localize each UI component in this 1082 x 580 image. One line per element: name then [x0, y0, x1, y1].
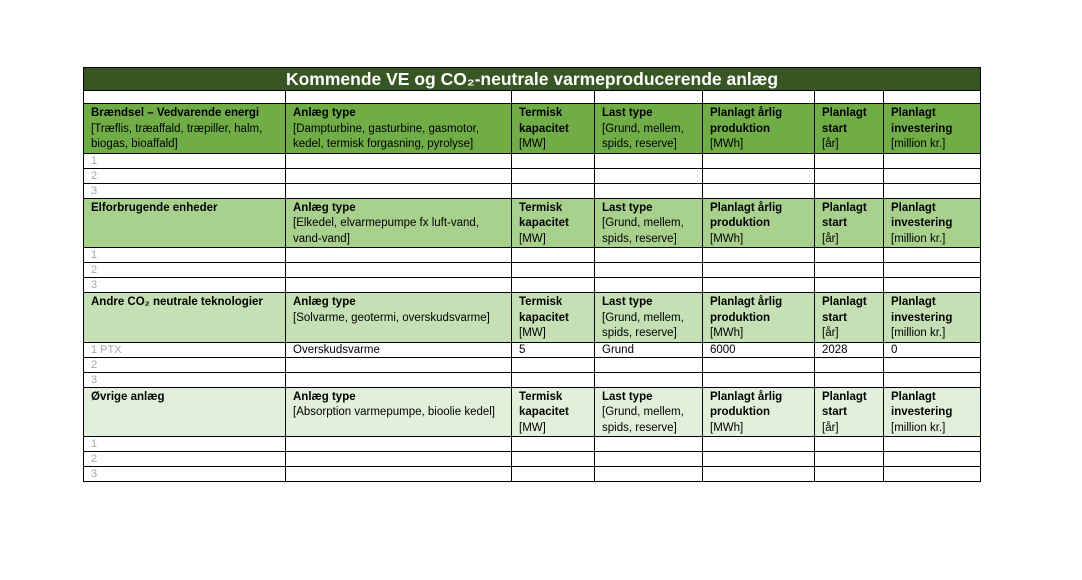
row-number-cell[interactable]: 1 — [84, 437, 286, 452]
cell-load-type[interactable] — [595, 278, 703, 293]
header-description: [MW] — [519, 327, 546, 339]
cell-load-type[interactable] — [595, 372, 703, 387]
row-number-cell[interactable]: 1 — [84, 248, 286, 263]
cell-load-type[interactable] — [595, 248, 703, 263]
header-title: Brændsel – Vedvarende energi — [91, 107, 260, 119]
header-title: Termisk kapacitet — [519, 107, 569, 135]
header-cell-thermal-capacity — [512, 387, 595, 437]
cell-start-year[interactable] — [815, 263, 884, 278]
row-number-cell[interactable]: 2 — [84, 263, 286, 278]
table-row — [84, 357, 981, 372]
table-row — [84, 263, 981, 278]
cell-thermal-capacity[interactable] — [512, 372, 595, 387]
cell-annual-production[interactable] — [703, 278, 815, 293]
spacer-row — [84, 91, 981, 104]
cell-investment[interactable] — [884, 357, 981, 372]
cell-plant-type[interactable] — [286, 357, 512, 372]
cell-plant-type[interactable] — [286, 263, 512, 278]
header-cell-category — [84, 104, 286, 154]
heat-plants-table — [83, 67, 981, 482]
cell-annual-production[interactable] — [703, 452, 815, 467]
header-description: [Dampturbine, gasturbine, gasmotor, kedel, termisk forgasning, pyrolyse] — [293, 122, 480, 150]
cell-investment[interactable] — [884, 263, 981, 278]
cell-load-type[interactable] — [595, 168, 703, 183]
header-description: [år] — [822, 327, 839, 339]
section-header-row — [84, 387, 981, 437]
cell-thermal-capacity[interactable] — [512, 278, 595, 293]
header-cell-start-year — [815, 387, 884, 437]
cell-investment[interactable] — [884, 372, 981, 387]
cell-start-year[interactable] — [815, 357, 884, 372]
cell-annual-production[interactable] — [703, 153, 815, 168]
cell-load-type[interactable] — [595, 452, 703, 467]
cell-start-year[interactable]: 2028 — [815, 342, 884, 357]
header-title: Elforbrugende enheder — [91, 201, 218, 214]
header-title: Termisk kapacitet — [519, 390, 569, 418]
cell-investment[interactable] — [884, 467, 981, 482]
header-cell-load-type — [595, 387, 703, 437]
header-title: Øvrige anlæg — [91, 390, 165, 403]
cell-load-type[interactable] — [595, 183, 703, 198]
cell-thermal-capacity[interactable] — [512, 168, 595, 183]
section-header-row — [84, 293, 981, 343]
header-title: Last type — [602, 107, 653, 119]
header-title: Planlagt investering — [891, 201, 953, 229]
header-cell-start-year — [815, 293, 884, 343]
header-description: [Grund, mellem, spids, reserve] — [602, 406, 684, 434]
cell-investment[interactable] — [884, 168, 981, 183]
row-number-cell[interactable]: 2 — [84, 452, 286, 467]
header-description: [år] — [822, 138, 839, 150]
header-cell-load-type — [595, 198, 703, 248]
cell-annual-production[interactable]: 6000 — [703, 342, 815, 357]
header-cell-plant-type — [286, 387, 512, 437]
cell-plant-type[interactable] — [286, 248, 512, 263]
header-cell-category — [84, 198, 286, 248]
cell-start-year[interactable] — [815, 248, 884, 263]
header-title: Termisk kapacitet — [519, 296, 569, 324]
row-number-cell[interactable]: 2 — [84, 168, 286, 183]
cell-start-year[interactable] — [815, 278, 884, 293]
header-cell-thermal-capacity — [512, 198, 595, 248]
header-cell-load-type — [595, 104, 703, 154]
table-row — [84, 278, 981, 293]
header-title: Planlagt start — [822, 390, 867, 418]
header-title: Planlagt årlig produktion — [710, 390, 783, 418]
header-description: [MW] — [519, 138, 546, 150]
row-number-cell[interactable]: 2 — [84, 357, 286, 372]
cell-annual-production[interactable] — [703, 467, 815, 482]
cell-load-type[interactable] — [595, 153, 703, 168]
header-description: [MWh] — [710, 138, 744, 150]
cell-load-type[interactable] — [595, 437, 703, 452]
cell-plant-type[interactable] — [286, 467, 512, 482]
table-row — [84, 168, 981, 183]
header-description: [million kr.] — [891, 421, 946, 434]
cell-plant-type[interactable] — [286, 168, 512, 183]
header-title: Termisk kapacitet — [519, 201, 569, 229]
header-description: [Grund, mellem, spids, reserve] — [602, 311, 684, 339]
row-number-cell[interactable]: 3 — [84, 467, 286, 482]
cell-annual-production[interactable] — [703, 372, 815, 387]
cell-annual-production[interactable] — [703, 263, 815, 278]
cell-investment[interactable] — [884, 153, 981, 168]
header-title: Planlagt årlig produktion — [710, 201, 783, 229]
cell-thermal-capacity[interactable] — [512, 467, 595, 482]
header-description: [MWh] — [710, 421, 744, 434]
header-cell-thermal-capacity — [512, 293, 595, 343]
header-title: Last type — [602, 390, 653, 403]
header-description: [MWh] — [710, 232, 744, 245]
header-description: [MW] — [519, 232, 546, 245]
table-row — [84, 153, 981, 168]
header-title: Planlagt årlig produktion — [710, 107, 783, 135]
header-title: Anlæg type — [293, 296, 356, 308]
header-title: Anlæg type — [293, 107, 356, 119]
cell-thermal-capacity[interactable] — [512, 263, 595, 278]
header-description: [MWh] — [710, 327, 744, 339]
header-cell-start-year — [815, 104, 884, 154]
header-description: [Grund, mellem, spids, reserve] — [602, 122, 684, 150]
title-row — [84, 68, 981, 91]
cell-thermal-capacity[interactable]: 5 — [512, 342, 595, 357]
cell-thermal-capacity[interactable] — [512, 183, 595, 198]
header-cell-thermal-capacity — [512, 104, 595, 154]
cell-plant-type[interactable] — [286, 153, 512, 168]
cell-start-year[interactable] — [815, 467, 884, 482]
cell-plant-type[interactable] — [286, 452, 512, 467]
header-cell-annual-production — [703, 198, 815, 248]
header-cell-annual-production — [703, 387, 815, 437]
cell-thermal-capacity[interactable] — [512, 248, 595, 263]
row-number-cell[interactable]: 1 — [84, 153, 286, 168]
cell-load-type[interactable] — [595, 263, 703, 278]
table-row — [84, 437, 981, 452]
row-number-cell[interactable]: 3 — [84, 183, 286, 198]
header-description: [Træflis, træaffald, træpiller, halm, biogas, bioaffald] — [91, 122, 263, 150]
table-row — [84, 372, 981, 387]
cell-plant-type[interactable]: Overskudsvarme — [286, 342, 512, 357]
cell-thermal-capacity[interactable] — [512, 452, 595, 467]
header-cell-category — [84, 293, 286, 343]
cell-thermal-capacity[interactable] — [512, 153, 595, 168]
cell-investment[interactable] — [884, 248, 981, 263]
table-row — [84, 452, 981, 467]
cell-plant-type[interactable] — [286, 183, 512, 198]
header-title: Last type — [602, 201, 653, 214]
header-description: [million kr.] — [891, 232, 946, 245]
row-number-cell[interactable]: 1 PTX — [84, 342, 286, 357]
header-cell-investment — [884, 293, 981, 343]
header-description: [Solvarme, geotermi, overskudsvarme] — [293, 311, 490, 324]
header-description: [år] — [822, 421, 839, 434]
header-title: Last type — [602, 296, 653, 308]
header-description: [Absorption varmepumpe, bioolie kedel] — [293, 406, 496, 418]
header-description: [MW] — [519, 421, 546, 434]
cell-load-type[interactable] — [595, 357, 703, 372]
header-cell-load-type — [595, 293, 703, 343]
cell-start-year[interactable] — [815, 183, 884, 198]
cell-investment[interactable] — [884, 452, 981, 467]
header-cell-start-year — [815, 198, 884, 248]
cell-plant-type[interactable] — [286, 437, 512, 452]
cell-annual-production[interactable] — [703, 248, 815, 263]
cell-investment[interactable] — [884, 183, 981, 198]
header-title: Anlæg type — [293, 390, 356, 403]
header-title: Planlagt start — [822, 201, 867, 229]
header-title: Planlagt investering — [891, 107, 953, 135]
header-title: Planlagt årlig produktion — [710, 296, 783, 324]
cell-investment[interactable] — [884, 278, 981, 293]
header-title: Andre CO₂ neutrale teknologier — [91, 296, 263, 308]
row-number-cell[interactable]: 3 — [84, 278, 286, 293]
header-title: Planlagt investering — [891, 296, 953, 324]
header-cell-investment — [884, 387, 981, 437]
header-title: Planlagt start — [822, 107, 867, 135]
header-description: [Elkedel, elvarmepumpe fx luft-vand, vand-vand] — [293, 217, 480, 245]
header-title: Planlagt start — [822, 296, 867, 324]
header-cell-plant-type — [286, 104, 512, 154]
cell-annual-production[interactable] — [703, 437, 815, 452]
table-row — [84, 183, 981, 198]
cell-start-year[interactable] — [815, 372, 884, 387]
cell-annual-production[interactable] — [703, 168, 815, 183]
cell-start-year[interactable] — [815, 153, 884, 168]
cell-plant-type[interactable] — [286, 372, 512, 387]
header-cell-investment — [884, 104, 981, 154]
cell-start-year[interactable] — [815, 452, 884, 467]
header-cell-category — [84, 387, 286, 437]
cell-load-type[interactable] — [595, 467, 703, 482]
table-row — [84, 467, 981, 482]
cell-load-type[interactable]: Grund — [595, 342, 703, 357]
cell-start-year[interactable] — [815, 437, 884, 452]
table-row — [84, 342, 981, 357]
cell-annual-production[interactable] — [703, 357, 815, 372]
cell-investment[interactable]: 0 — [884, 342, 981, 357]
header-title: Planlagt investering — [891, 390, 953, 418]
row-number-cell[interactable]: 3 — [84, 372, 286, 387]
header-cell-annual-production — [703, 104, 815, 154]
header-description: [år] — [822, 232, 839, 245]
header-description: [million kr.] — [891, 327, 946, 339]
table-title: Kommende VE og CO₂-neutrale varmeproducerende anlæg — [84, 68, 981, 91]
header-cell-plant-type — [286, 198, 512, 248]
section-header-row — [84, 198, 981, 248]
header-cell-investment — [884, 198, 981, 248]
section-header-row — [84, 104, 981, 154]
cell-thermal-capacity[interactable] — [512, 357, 595, 372]
header-title: Anlæg type — [293, 201, 356, 214]
cell-annual-production[interactable] — [703, 183, 815, 198]
header-cell-annual-production — [703, 293, 815, 343]
cell-investment[interactable] — [884, 437, 981, 452]
header-cell-plant-type — [286, 293, 512, 343]
cell-plant-type[interactable] — [286, 278, 512, 293]
cell-thermal-capacity[interactable] — [512, 437, 595, 452]
header-description: [Grund, mellem, spids, reserve] — [602, 217, 684, 245]
header-description: [million kr.] — [891, 138, 946, 150]
table-row — [84, 248, 981, 263]
cell-start-year[interactable] — [815, 168, 884, 183]
